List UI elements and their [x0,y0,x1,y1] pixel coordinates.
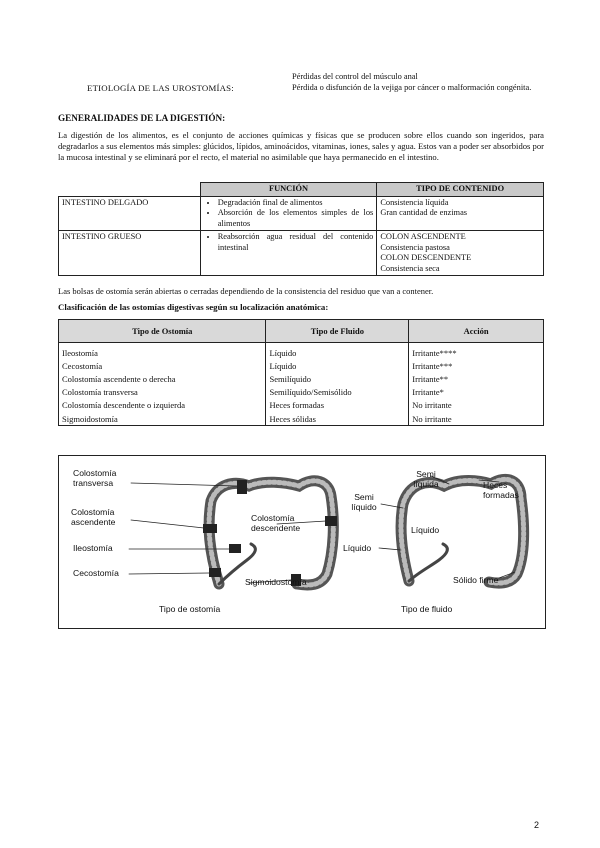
stoma-ileostomia-marker [229,544,241,553]
list-item: • Absorción de los elementos simples de los alimentos [218,208,374,229]
clasificacion-heading: Clasificación de las ostomías digestivas según su localización anatómica: [58,302,329,312]
table-row [59,359,544,372]
bolsas-text: Las bolsas de ostomía serán abiertas o cerradas dependiendo de la consistencia del residuo que van a contener. [58,286,434,296]
list-item: Consistencia líquida [380,197,449,207]
stoma-transversa-marker [237,480,247,494]
stoma-descendente-marker [325,516,337,526]
right-ileum [409,544,447,581]
clasificacion-header [59,320,544,343]
cell: Ileostomía [59,343,266,360]
row-funcion [200,196,377,231]
cell: Líquido [266,359,409,372]
digestion-table-header [59,183,544,197]
table-row [59,231,544,276]
caption-tipo-ostomia: Tipo de ostomía [159,604,221,614]
list-item: • Reabsorción agua residual del contenido intestinal [218,232,374,253]
row-funcion [200,231,377,276]
table-header-funcion: FUNCIÓN [200,183,377,197]
row-contenido [377,196,544,231]
cell: Líquido [266,343,409,360]
table-header-empty [59,183,201,197]
etiologia-item: Pérdida o disfunción de la vejiga por cáncer o malformación congénita. [292,82,532,92]
table-row [59,386,544,399]
cell: Colostomía descendente o izquierda [59,399,266,412]
cell: Cecostomía [59,359,266,372]
cell: Heces sólidas [266,412,409,426]
list-item: • Degradación final de alimentos [218,198,374,209]
left-leader-lines [129,483,326,583]
table-row [59,412,544,426]
digestion-table [58,182,544,276]
label-ileostomia: Ileostomía [73,543,113,553]
header-tipo-ostomia: Tipo de Ostomía [59,320,266,343]
etiologia-list [292,72,544,94]
table-header-contenido: TIPO DE CONTENIDO [377,183,544,197]
cell: Irritante* [409,386,544,399]
etiologia-label: ETIOLOGÍA DE LAS UROSTOMÍAS: [87,83,234,93]
header-tipo-fluido: Tipo de Fluido [266,320,409,343]
cell: Sigmoidostomía [59,412,266,426]
intestine-figure [58,455,546,629]
table-row [59,372,544,385]
cell: Irritante** [409,372,544,385]
list-item: Gran cantidad de enzimas [380,208,468,217]
label-liquido-b: Líquido [343,543,372,553]
label-colostomia-ascendente: Colostomía ascendente [71,507,116,527]
cell: Colostomía transversa [59,386,266,399]
stoma-ascendente-marker [203,524,217,533]
row-name: INTESTINO DELGADO [59,196,201,231]
label-solido-firme: Sólido firme [453,575,499,585]
label-semi-liquido: Semi líquido [351,492,377,512]
cell: Colostomía ascendente o derecha [59,372,266,385]
cell: Irritante**** [409,343,544,360]
row-contenido [377,231,544,276]
table-row [59,196,544,231]
header-accion: Acción [409,320,544,343]
etiologia-item: Pérdidas del control del músculo anal [292,72,418,81]
label-semi-liquida: Semi líquida [413,469,439,489]
generalidades-heading: GENERALIDADES DE LA DIGESTIÓN: [58,113,226,123]
row-name: INTESTINO GRUESO [59,231,201,276]
label-heces-formadas: Heces formadas [483,480,519,500]
generalidades-paragraph: La digestión de los alimentos, es el conjunto de acciones químicas y físicas que se producen sobre ellos cuando son ingeridos, para degradarlos a sus elementos más simples: glúcidos, lípidos, aminoácidos, vitaminas, iones, sales y agua. Estos van a poder ser absorbidos por la mucosa intestinal y se eliminará por el recto, el material no asimilable que haya permanecido en el intestino. [58,130,544,162]
cell: Irritante*** [409,359,544,372]
caption-tipo-fluido: Tipo de fluido [401,604,453,614]
label-sigmoidostomia: Sigmoidostomía [245,577,307,587]
clasificacion-table [58,319,544,426]
cell: Semilíquido/Semisólido [266,386,409,399]
cell: Heces formadas [266,399,409,412]
list-item: COLON DESCENDENTE [380,253,472,262]
list-item: Consistencia pastosa [380,242,450,252]
list-item: COLON ASCENDENTE [380,232,466,241]
list-item: Consistencia seca [380,263,440,273]
cell: Semilíquido [266,372,409,385]
label-cecostomia: Cecostomía [73,568,119,578]
label-liquido-a: Líquido [411,525,440,535]
label-colostomia-transversa: Colostomía transversa [73,468,117,488]
cell: No irritante [409,412,544,426]
page-number: 2 [534,820,540,830]
label-colostomia-descendente: Colostomía descendente [251,513,301,533]
table-row [59,399,544,412]
cell: No irritante [409,399,544,412]
stoma-cecostomia-marker [209,568,221,577]
table-row [59,343,544,360]
